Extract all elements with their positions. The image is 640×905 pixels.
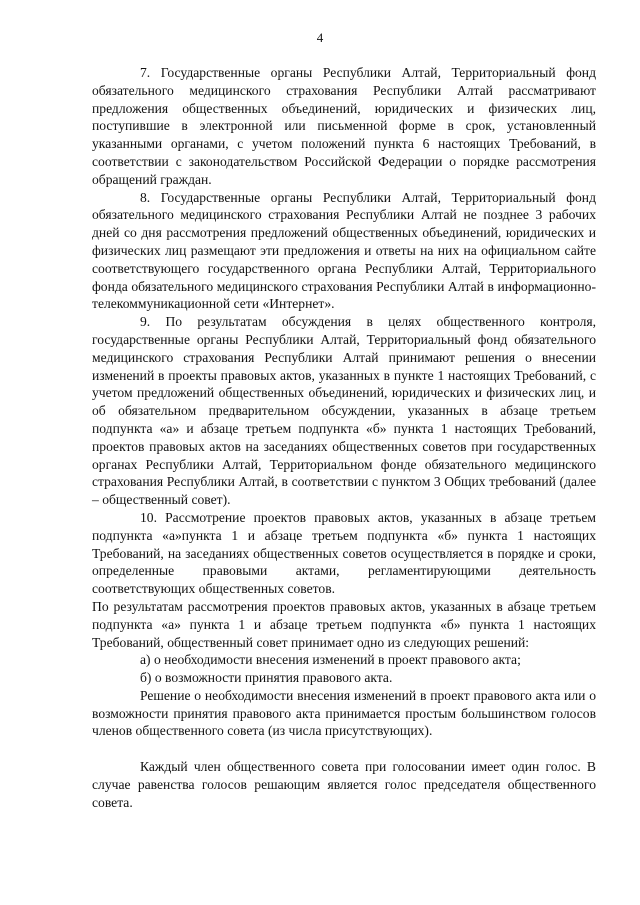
- paragraph-results: По результатам рассмотрения проектов правовых актов, указанных в абзаце третьем подпункта «а» пункта 1 и абзаце третьем подпункта «б» пункта 1 настоящих Требований, общественный совет принимает одно из следующих решений:: [92, 598, 596, 650]
- paragraph-decision: Решение о необходимости внесения изменений в проект правового акта или о возможности принятия правового акта принимается простым большинством голосов членов общественного совета (из числа присутствующих).: [92, 687, 596, 739]
- paragraph-item-7: 7. Государственные органы Республики Алтай, Территориальный фонд обязательного медицинского страхования Республики Алтай рассматривают предложения общественных объединений, юридических и физических лиц, поступившие в электронной или письменной форме в срок, установленный указанными органами, с учетом положений пункта 6 настоящих Требований, в соответствии с законодательством Российской Федерации о порядке рассмотрения обращений граждан.: [92, 65, 596, 187]
- paragraph-voting: Каждый член общественного совета при голосовании имеет один голос. В случае равенства голосов решающим является голос председателя общественного совета.: [92, 759, 596, 810]
- paragraph-option-a: а) о необходимости внесения изменений в проект правового акта;: [140, 652, 521, 668]
- page-number: 4: [316, 30, 324, 45]
- paragraph-item-8: 8. Государственные органы Республики Алтай, Территориальный фонд обязательного медицинского страхования Республики Алтай не позднее 3 рабочих дней со дня рассмотрения предложений общественных объединений, юридических и физических лиц размещают эти предложения и ответы на них на официальном сайте соответствующего государственного органа Республики Алтай, Территориального фонда обязательного медицинского страхования Республики Алтай в информационно-телекоммуникационной сети «Интернет».: [92, 189, 596, 312]
- document-body: [92, 64, 596, 811]
- paragraph-item-9: 9. По результатам обсуждения в целях общественного контроля, государственные органы Республики Алтай, Территориальный фонд обязательного медицинского страхования Республики Алтай принимают решения о внесении изменений в проекты правовых актов, указанных в пункте 1 настоящих Требований, с учетом предложений общественных объединений, юридических и физических лиц, и об обязательном предварительном обсуждении, указанных в абзаце третьем подпункта «а» и абзаце третьем подпункта «б» пункта 1 настоящих Требований, проектов правовых актов на заседаниях общественных советов при государственных органах Республики Алтай, Территориальном фонде обязательного медицинского страхования Республики Алтай, в соответствии с пунктом 3 Общих требований (далее – общественный совет).: [92, 314, 596, 508]
- paragraph-option-b: б) о возможности принятия правового акта.: [140, 670, 393, 686]
- paragraph-item-10: 10. Рассмотрение проектов правовых актов, указанных в абзаце третьем подпункта «а»пункта 1 и абзаце третьем подпункта «б» пункта 1 настоящих Требований, на заседаниях общественных советов осуществляется в порядке и сроки, определенные правовыми актами, регламентирующими деятельность соответствующих общественных советов.: [92, 509, 596, 597]
